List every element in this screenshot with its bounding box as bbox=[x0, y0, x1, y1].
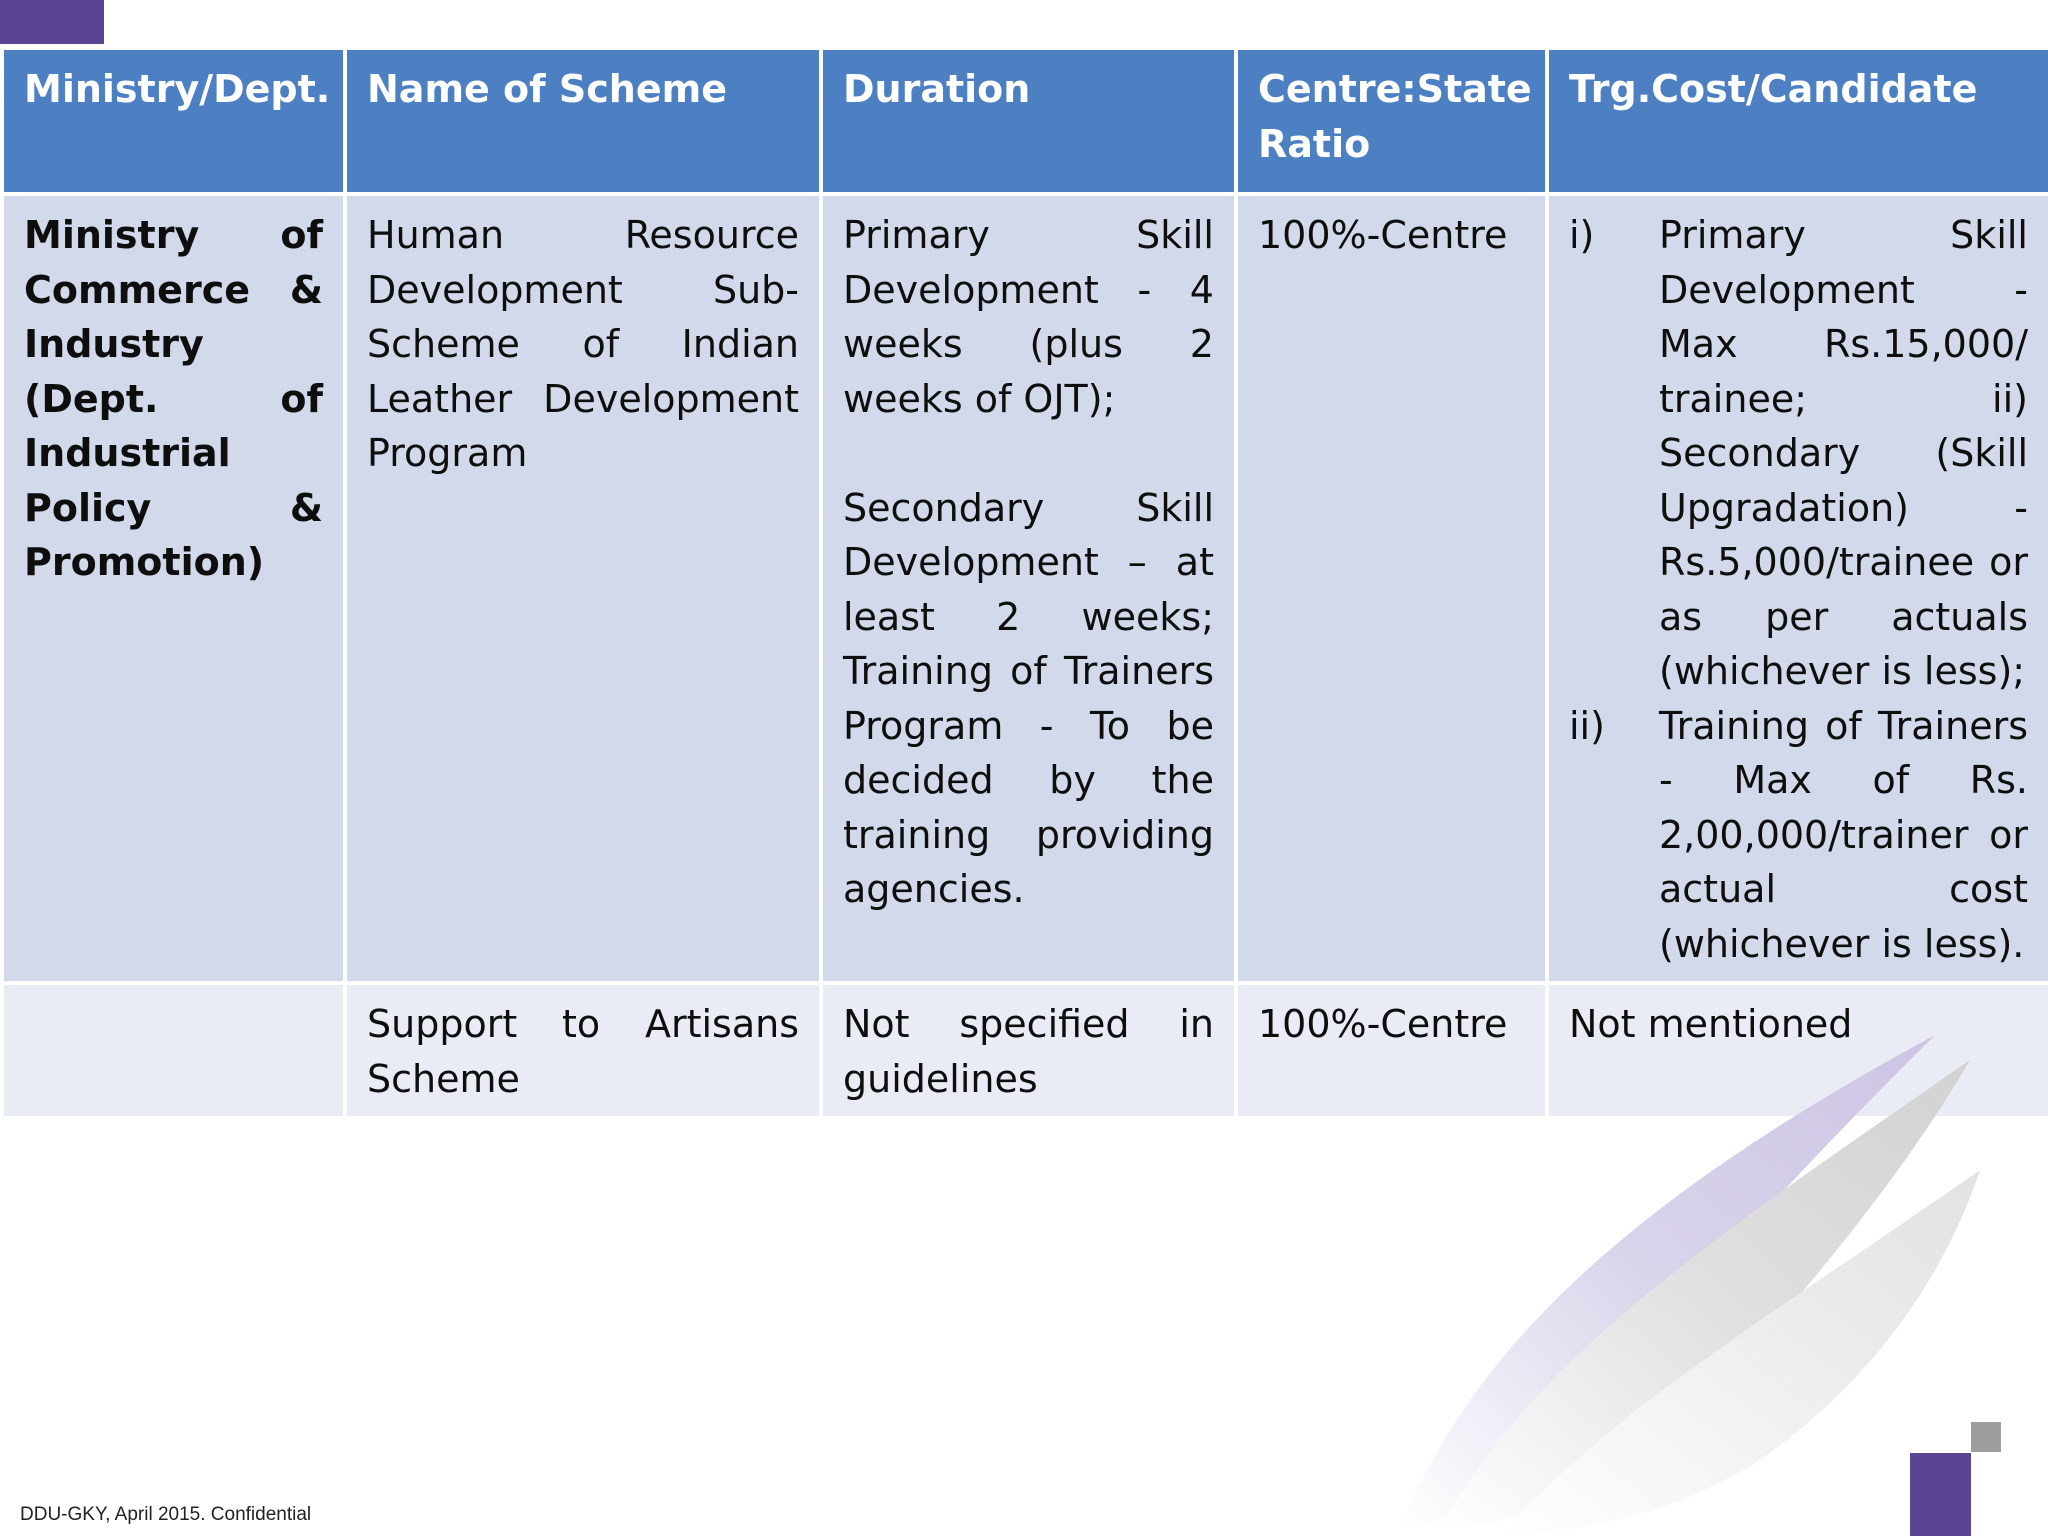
cell-ratio: 100%-Centre bbox=[1236, 194, 1547, 983]
cell-scheme: Human Resource Development Sub-Scheme of Indian Leather Development Program bbox=[345, 194, 821, 983]
schemes-table bbox=[0, 46, 2048, 1120]
cell-ministry: Ministry of Commerce & Industry (Dept. of Industrial Policy & Promotion) bbox=[2, 194, 345, 983]
cell-cost: Not mentioned bbox=[1547, 983, 2048, 1118]
cost-marker: i) bbox=[1569, 213, 1595, 257]
cell-duration bbox=[821, 194, 1236, 983]
header-scheme: Name of Scheme bbox=[345, 48, 821, 194]
header-ratio: Centre:State Ratio bbox=[1236, 48, 1547, 194]
cost-item bbox=[1569, 699, 2028, 972]
table-header-row bbox=[2, 48, 2048, 194]
duration-secondary: Secondary Skill Development – at least 2 weeks; Training of Trainers Program - To be decided by the training providing agencies. bbox=[843, 485, 1214, 911]
cell-duration: Not specified in guidelines bbox=[821, 983, 1236, 1118]
cost-marker: ii) bbox=[1569, 703, 1605, 748]
cost-text: Primary Skill Development - Max Rs.15,000/ trainee; ii) Secondary (Skill Upgradation) - Rs.5,000/trainee or as per actuals (whichever is less); bbox=[1659, 213, 2028, 693]
decorative-swoosh-logo bbox=[1380, 1030, 2048, 1536]
cell-ratio: 100%-Centre bbox=[1236, 983, 1547, 1118]
header-cost: Trg.Cost/Candidate bbox=[1547, 48, 2048, 194]
cost-text: Training of Trainers - Max of Rs. 2,00,000/trainer or actual cost (whichever is less). bbox=[1659, 703, 2028, 966]
cell-cost bbox=[1547, 194, 2048, 983]
header-duration: Duration bbox=[821, 48, 1236, 194]
accent-gray-square bbox=[1971, 1422, 2001, 1452]
header-ministry: Ministry/Dept. bbox=[2, 48, 345, 194]
accent-purple-square bbox=[1910, 1453, 1971, 1536]
cost-item bbox=[1569, 208, 2028, 699]
footer-text: DDU-GKY, April 2015. Confidential bbox=[20, 1504, 312, 1525]
cell-scheme: Support to Artisans Scheme bbox=[345, 983, 821, 1118]
cell-ministry bbox=[2, 983, 345, 1118]
table-row bbox=[2, 194, 2048, 983]
top-accent-block bbox=[0, 0, 104, 44]
duration-primary: Primary Skill Development - 4 weeks (plus 2 weeks of OJT); bbox=[843, 213, 1214, 421]
